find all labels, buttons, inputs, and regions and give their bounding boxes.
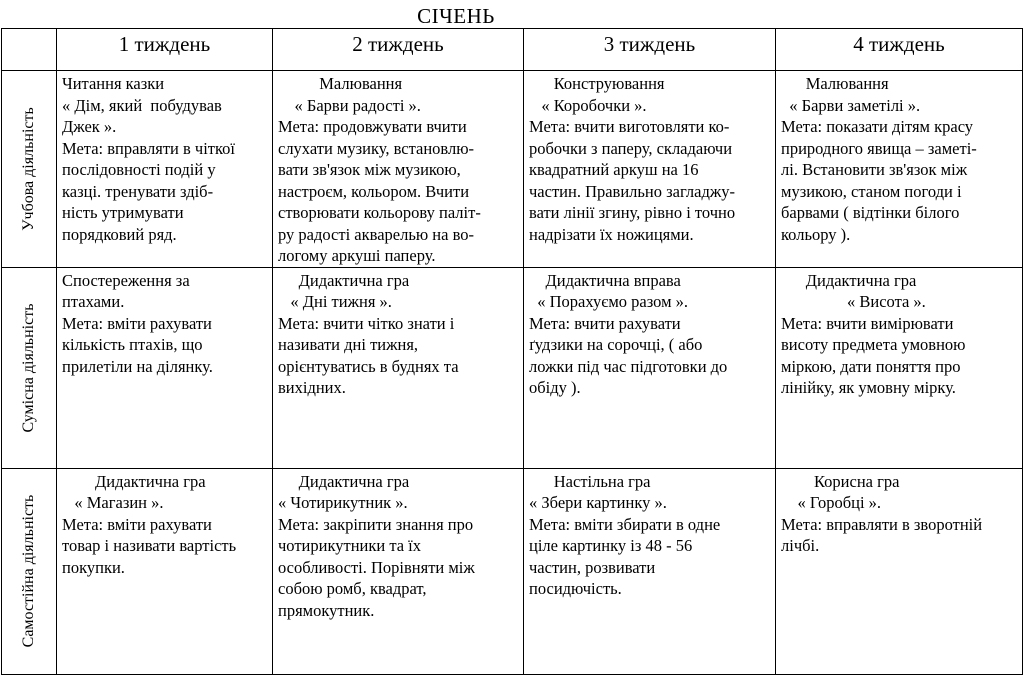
activity-name: « Збери картинку ». (529, 493, 667, 512)
activity-goal: Мета: закріпити знання про чотирикутники та їх особливості. Порівняти між собою ромб, квадрат, прямокутник. (278, 514, 475, 620)
activity-title: Малювання (278, 74, 403, 93)
table-header-row (2, 29, 1023, 71)
week-header: 4 тиждень (776, 29, 1023, 71)
activity-name: птахами. (62, 292, 125, 311)
row-label-cell (2, 71, 57, 268)
activity-cell (273, 71, 524, 268)
activity-goal: Джек ». Мета: вправляти в чіткої послідовності подій у казці. тренувати здіб- ність утримувати порядковий ряд. (62, 117, 236, 244)
activity-name: « Порахуємо разом ». (529, 292, 689, 311)
week-header: 1 тиждень (57, 29, 273, 71)
week-header: 2 тиждень (273, 29, 524, 71)
activity-goal: Мета: вправляти в зворотній лічбі. (781, 514, 983, 555)
row-label-cell (2, 468, 57, 674)
activity-goal: Мета: вчити рахувати ґудзики на сорочці, ( або ложки під час підготовки до обіду ). (529, 313, 728, 397)
table-row (2, 468, 1023, 674)
week-header: 3 тиждень (524, 29, 776, 71)
activity-title: Корисна гра (781, 471, 900, 491)
activity-goal: Мета: вчити чітко знати і називати дні тижня, орієнтуватись в буднях та вихідних. (278, 313, 459, 397)
activity-name: « Дім, який побудував (62, 95, 222, 115)
activity-cell (57, 71, 273, 268)
activity-name: « Барви заметілі ». (781, 95, 921, 115)
activity-title: Дидактична вправа (529, 270, 681, 290)
activity-name: « Горобці ». (781, 493, 882, 512)
activity-cell (57, 267, 273, 468)
activity-title: Дидактична гра (278, 270, 410, 290)
weekly-plan-table (1, 28, 1023, 675)
activity-title: Читання казки (62, 74, 165, 93)
activity-goal: Мета: вміти збирати в одне ціле картинку із 48 - 56 частин, розвивати посидючість. (529, 514, 721, 598)
activity-goal: Мета: продовжувати вчити слухати музику, встановлю- вати зв'язок між музикою, настроєм, кольором. Вчити створювати кольорову паліт- ру радості акварелью на во- логому аркуші паперу. (278, 117, 481, 265)
activity-title: Спостереження за (62, 270, 190, 290)
activity-cell (57, 468, 273, 674)
activity-name: « Магазин ». (62, 493, 164, 512)
activity-title: Настільна гра (529, 471, 651, 491)
row-label: Сумісна діяльність (20, 302, 37, 433)
activity-cell (524, 267, 776, 468)
activity-title: Дидактична гра (781, 270, 917, 290)
activity-goal: Мета: вміти рахувати кількість птахів, що прилетіли на ділянку. (62, 313, 213, 376)
activity-title: Дидактична гра (278, 471, 410, 491)
activity-name: « Барви радості ». (278, 95, 421, 115)
activity-goal: Мета: вчити вимірювати висоту предмета умовною міркою, дати поняття про лінійку, як умовну мірку. (781, 313, 966, 397)
activity-name: « Висота ». (781, 292, 926, 311)
activity-name: « Дні тижня ». (278, 292, 392, 311)
table-row (2, 71, 1023, 268)
row-label: Самостійна діяльність (20, 494, 37, 648)
activity-name: « Чотирикутник ». (278, 493, 408, 512)
activity-cell (776, 71, 1023, 268)
activity-cell (273, 267, 524, 468)
activity-cell (524, 71, 776, 268)
table-row (2, 267, 1023, 468)
row-label-cell (2, 267, 57, 468)
activity-cell (776, 267, 1023, 468)
activity-title: Конструювання (529, 74, 665, 93)
activity-name: « Коробочки ». (529, 95, 647, 115)
activity-cell (273, 468, 524, 674)
activity-cell (524, 468, 776, 674)
activity-cell (776, 468, 1023, 674)
activity-title: Дидактична гра (62, 471, 206, 491)
row-label: Учбова діяльність (20, 106, 37, 231)
activity-goal: Мета: вчити виготовляти ко- робочки з паперу, складаючи квадратний аркуш на 16 частин. Правильно загладжу- вати лінії згину, рівно і точно надрізати їх ножицями. (529, 117, 736, 244)
activity-goal: Мета: показати дітям красу природного явища – заметі- лі. Встановити зв'язок між музикою, станом погоди і барвами ( відтінки білого кольору ). (781, 117, 977, 244)
corner-cell (2, 29, 57, 71)
activity-title: Малювання (781, 74, 889, 93)
page-title: СІЧЕНЬ (417, 4, 495, 28)
activity-goal: Мета: вміти рахувати товар і називати вартість покупки. (62, 514, 237, 577)
